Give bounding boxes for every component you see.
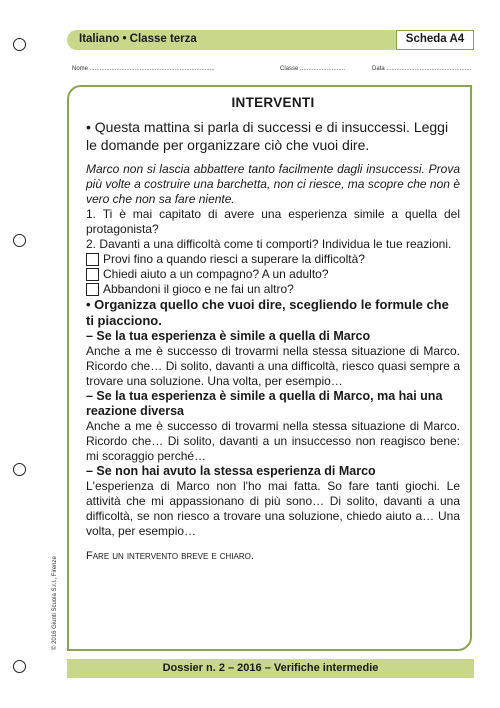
- case-3-title: – Se non hai avuto la stessa esperienza di Marco: [86, 464, 376, 478]
- option-row: [86, 282, 460, 297]
- binder-hole-lower: [13, 463, 26, 476]
- worksheet-content: [86, 95, 460, 564]
- case-1-text: Anche a me è successo di trovarmi nella stessa situazione di Marco. Ricordo che… Di solito, davanti a una difficoltà, riesco quasi sempre a trovare una soluzione. Una volta, per esempio…: [86, 344, 460, 388]
- intro-instruction: • Questa mattina si parla di successi e di insuccessi. Leggi le domande per organizzare ciò che vuoi dire.: [86, 119, 449, 153]
- case-3-text: L'esperienza di Marco non l'ho mai fatta. So fare tanti giochi. Le attività che mi appassionano di più sono… Di solito, davanti a una difficoltà, se non riesco a trovare una soluzione, chiedo aiuto a… Una volta, per esempio…: [86, 479, 460, 538]
- checkbox[interactable]: [86, 283, 99, 296]
- binder-hole-middle: [13, 234, 26, 247]
- header-bar: [67, 30, 474, 50]
- checkbox[interactable]: [86, 253, 99, 266]
- option-label: Abbandoni il gioco e ne fai un altro?: [103, 282, 294, 296]
- question-2: 2. Davanti a una difficoltà come ti comporti? Individua le tue reazioni.: [86, 237, 452, 251]
- footer-bar: Dossier n. 2 – 2016 – Verifiche intermedie: [67, 659, 474, 678]
- date-field[interactable]: Data ...................................................: [372, 66, 472, 72]
- closing-note: Fare un intervento breve e chiaro.: [86, 550, 254, 562]
- name-field[interactable]: Nome ...........................................................................: [72, 66, 215, 72]
- subject-title: Italiano • Classe terza: [79, 33, 197, 45]
- class-field[interactable]: Classe ...........................: [280, 66, 346, 72]
- checkbox[interactable]: [86, 268, 99, 281]
- binder-hole-bottom: [13, 660, 26, 673]
- option-row: [86, 252, 460, 267]
- story-text: Marco non si lascia abbattere tanto facilmente dagli insuccessi. Prova più volte a costruire una barchetta, non ci riesce, ma scopre che non è vero che non sa fare niente.: [86, 162, 460, 206]
- page-title: INTERVENTI: [231, 95, 315, 110]
- organize-instruction: • Organizza quello che vuoi dire, scegliendo le formule che ti piacciono.: [86, 297, 449, 328]
- copyright-note: © 2016 Giunti Scuola S.r.l., Firenze: [52, 556, 58, 650]
- binder-hole-top: [13, 38, 26, 51]
- case-1-title: – Se la tua esperienza è simile a quella di Marco: [86, 329, 371, 343]
- option-label: Chiedi aiuto a un compagno? A un adulto?: [103, 267, 329, 281]
- option-row: [86, 267, 460, 282]
- worksheet-label: Scheda A4: [396, 30, 474, 50]
- option-label: Provi fino a quando riesci a superare la difficoltà?: [103, 252, 365, 266]
- case-2-text: Anche a me è successo di trovarmi nella stessa situazione di Marco. Ricordo che… Di solito, davanti a un insuccesso non reagisco bene: mi scoraggio perché…: [86, 419, 460, 463]
- case-2-title: – Se la tua esperienza è simile a quella di Marco, ma hai una reazione diversa: [86, 389, 443, 418]
- question-1: 1. Ti è mai capitato di avere una esperienza simile a quella del protagonista?: [86, 207, 460, 236]
